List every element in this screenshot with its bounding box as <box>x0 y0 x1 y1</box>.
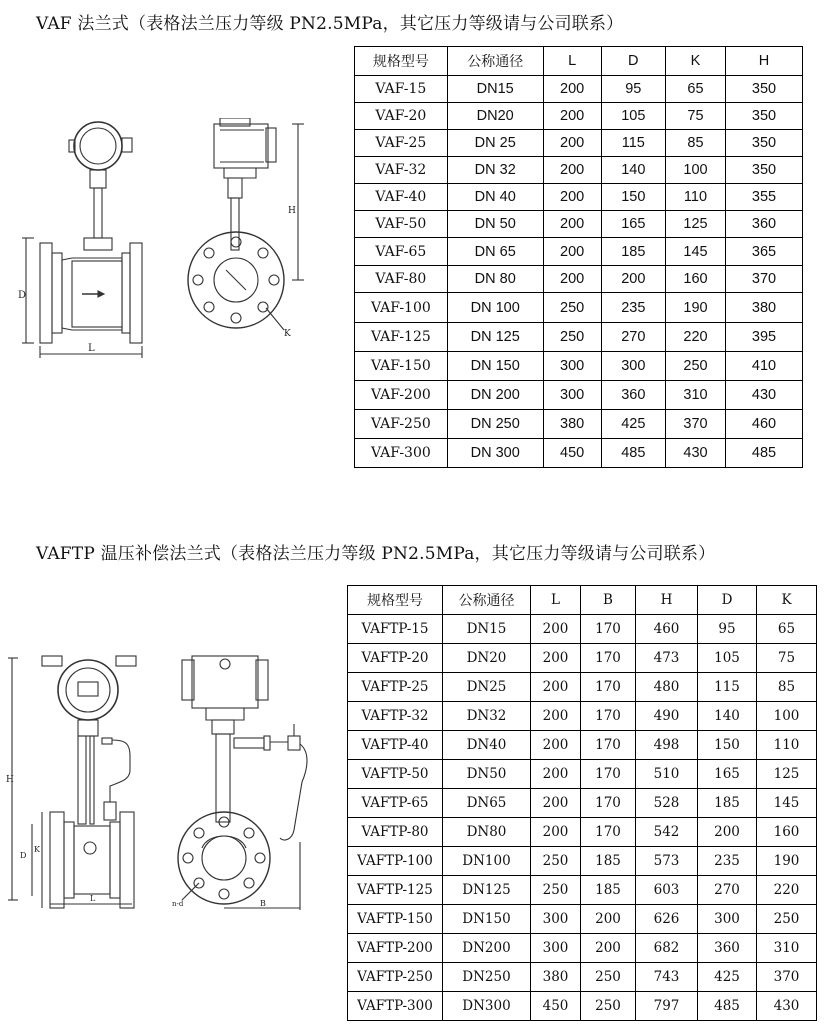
vaf-table-cell: VAF-150 <box>355 352 448 381</box>
vaf-table-cell: 360 <box>601 381 665 410</box>
vaf-table-cell: VAF-250 <box>355 410 448 439</box>
vaftp-table-row <box>348 673 817 702</box>
vaf-table-row <box>355 381 803 410</box>
vaftp-table-cell: 360 <box>698 934 757 963</box>
vaftp-table-cell: 235 <box>698 847 757 876</box>
vaf-table-cell: DN 250 <box>447 410 543 439</box>
vaf-table-cell: DN 200 <box>447 381 543 410</box>
vaf-table-cell: VAF-125 <box>355 323 448 352</box>
vaf-table-cell: 65 <box>665 76 725 103</box>
vaftp-table-cell: 250 <box>581 963 636 992</box>
vaf-table-cell: 250 <box>543 293 601 323</box>
vaftp-table-cell: 473 <box>636 644 698 673</box>
vaf-table-cell: DN 50 <box>447 211 543 238</box>
vaf-table-cell: DN 80 <box>447 266 543 293</box>
vaf-table-cell: 485 <box>601 439 665 468</box>
vaf-table-cell: 200 <box>543 211 601 238</box>
vaf-front-view-drawing <box>18 118 153 368</box>
vaftp-table-cell: 250 <box>581 992 636 1021</box>
vaftp-table-cell: DN125 <box>443 876 531 905</box>
vaftp-table-cell: 190 <box>757 847 817 876</box>
vaftp-table-cell: 498 <box>636 731 698 760</box>
vaftp-header-cell: B <box>581 586 636 615</box>
vaftp-table-cell: 300 <box>698 905 757 934</box>
vaftp-table-cell: 300 <box>531 905 581 934</box>
vaftp-table-cell: 200 <box>531 731 581 760</box>
vaf-table-cell: 165 <box>601 211 665 238</box>
vaftp-table-row <box>348 702 817 731</box>
vaf-table-cell: 235 <box>601 293 665 323</box>
vaftp-table-row <box>348 615 817 644</box>
vaftp-table-cell: 250 <box>531 876 581 905</box>
vaf-table-cell: 200 <box>601 266 665 293</box>
vaftp-table-cell: 100 <box>757 702 817 731</box>
vaftp-table-cell: 542 <box>636 818 698 847</box>
vaftp-table-cell: VAFTP-65 <box>348 789 443 818</box>
vaftp-table-row <box>348 818 817 847</box>
vaftp-header-cell: 规格型号 <box>348 586 443 615</box>
vaf-table-cell: 145 <box>665 238 725 266</box>
vaf-table-cell: VAF-65 <box>355 238 448 266</box>
vaftp-table-cell: 200 <box>531 702 581 731</box>
vaftp-dim-k-label: K <box>34 845 40 854</box>
vaftp-table-row <box>348 789 817 818</box>
vaftp-table-cell: 682 <box>636 934 698 963</box>
vaf-table-cell: DN 300 <box>447 439 543 468</box>
vaftp-table-cell: VAFTP-150 <box>348 905 443 934</box>
vaf-table-cell: DN15 <box>447 76 543 103</box>
vaf-spec-table <box>354 46 803 468</box>
vaftp-table-cell: 105 <box>698 644 757 673</box>
vaf-header-cell: L <box>543 47 601 76</box>
vaftp-table-cell: DN100 <box>443 847 531 876</box>
vaf-table-row <box>355 439 803 468</box>
vaftp-table-cell: 170 <box>581 818 636 847</box>
vaf-table-cell: 200 <box>543 157 601 184</box>
vaftp-table-cell: 200 <box>531 760 581 789</box>
vaf-table-cell: 200 <box>543 266 601 293</box>
vaf-header-cell: 规格型号 <box>355 47 448 76</box>
vaf-dim-k-label: K <box>284 329 291 339</box>
vaf-table-cell: VAF-300 <box>355 439 448 468</box>
vaf-table-row <box>355 352 803 381</box>
vaf-table-row <box>355 130 803 157</box>
vaftp-table-cell: 797 <box>636 992 698 1021</box>
vaf-table-row <box>355 293 803 323</box>
vaf-table-cell: 105 <box>601 103 665 130</box>
vaftp-table-row <box>348 760 817 789</box>
vaf-table-cell: 425 <box>601 410 665 439</box>
vaftp-dim-b-label: B <box>260 899 266 908</box>
vaf-header-cell: H <box>726 47 803 76</box>
vaftp-table-cell: 200 <box>698 818 757 847</box>
vaftp-table-cell: DN40 <box>443 731 531 760</box>
vaf-table-cell: 395 <box>726 323 803 352</box>
vaf-header-cell: D <box>601 47 665 76</box>
vaftp-table-cell: VAFTP-32 <box>348 702 443 731</box>
vaftp-table-cell: DN150 <box>443 905 531 934</box>
vaf-table-cell: VAF-50 <box>355 211 448 238</box>
vaftp-table-cell: 85 <box>757 673 817 702</box>
vaf-table-cell: 350 <box>726 157 803 184</box>
vaftp-header-cell: 公称通径 <box>443 586 531 615</box>
vaf-side-view-drawing <box>180 118 305 343</box>
vaftp-table-cell: DN15 <box>443 615 531 644</box>
vaf-table-cell: DN20 <box>447 103 543 130</box>
vaftp-table-cell: 743 <box>636 963 698 992</box>
vaftp-table-cell: 220 <box>757 876 817 905</box>
vaftp-table-row <box>348 731 817 760</box>
vaftp-table-cell: 125 <box>757 760 817 789</box>
vaftp-table-cell: DN20 <box>443 644 531 673</box>
vaftp-table-cell: DN32 <box>443 702 531 731</box>
vaf-table-cell: 300 <box>543 381 601 410</box>
vaftp-table-cell: 95 <box>698 615 757 644</box>
vaftp-table-cell: 75 <box>757 644 817 673</box>
vaf-table-cell: 85 <box>665 130 725 157</box>
vaftp-table-cell: VAFTP-250 <box>348 963 443 992</box>
vaf-table-cell: 200 <box>543 103 601 130</box>
vaf-table-cell: VAF-200 <box>355 381 448 410</box>
vaftp-table-cell: 110 <box>757 731 817 760</box>
vaftp-table-cell: VAFTP-15 <box>348 615 443 644</box>
vaftp-table-cell: 140 <box>698 702 757 731</box>
vaf-table-cell: VAF-100 <box>355 293 448 323</box>
vaf-table-cell: 300 <box>601 352 665 381</box>
vaf-table-cell: 200 <box>543 238 601 266</box>
vaftp-table-row <box>348 905 817 934</box>
vaftp-table-cell: DN80 <box>443 818 531 847</box>
vaftp-table-cell: 185 <box>581 876 636 905</box>
vaf-table-cell: DN 125 <box>447 323 543 352</box>
vaf-table-cell: 300 <box>543 352 601 381</box>
vaf-dim-h-label: H <box>288 206 296 216</box>
vaftp-header-cell: K <box>757 586 817 615</box>
vaf-table-cell: 160 <box>665 266 725 293</box>
vaf-table-cell: DN 100 <box>447 293 543 323</box>
vaf-table-cell: 200 <box>543 184 601 211</box>
vaftp-table-cell: 603 <box>636 876 698 905</box>
vaftp-table-cell: 65 <box>757 615 817 644</box>
vaftp-table-cell: 185 <box>581 847 636 876</box>
vaftp-table-cell: 165 <box>698 760 757 789</box>
vaftp-table-row <box>348 934 817 963</box>
vaf-table-cell: 310 <box>665 381 725 410</box>
vaftp-table-row <box>348 992 817 1021</box>
vaftp-table-cell: 510 <box>636 760 698 789</box>
vaftp-table-row <box>348 963 817 992</box>
vaf-table-cell: 140 <box>601 157 665 184</box>
vaf-table-cell: 380 <box>543 410 601 439</box>
vaftp-dim-h-label: H <box>6 775 14 785</box>
vaftp-table-cell: 300 <box>531 934 581 963</box>
vaftp-table-cell: 270 <box>698 876 757 905</box>
vaf-table-cell: 350 <box>726 130 803 157</box>
vaf-table-row <box>355 323 803 352</box>
vaf-table-row <box>355 76 803 103</box>
vaftp-table-cell: DN200 <box>443 934 531 963</box>
vaf-table-cell: 450 <box>543 439 601 468</box>
vaf-table-cell: 380 <box>726 293 803 323</box>
vaf-table-cell: 460 <box>726 410 803 439</box>
vaf-table-cell: 185 <box>601 238 665 266</box>
vaftp-table-cell: 425 <box>698 963 757 992</box>
vaf-table-cell: 365 <box>726 238 803 266</box>
vaftp-table-cell: VAFTP-40 <box>348 731 443 760</box>
vaftp-side-view-drawing <box>172 652 322 912</box>
vaftp-table-cell: VAFTP-80 <box>348 818 443 847</box>
vaf-table-cell: 350 <box>726 76 803 103</box>
vaf-dim-l-label: L <box>88 343 95 354</box>
vaf-table-row <box>355 103 803 130</box>
vaftp-table-cell: 250 <box>757 905 817 934</box>
vaftp-dim-l-label: L <box>90 894 96 903</box>
vaf-section-title: VAF 法兰式（表格法兰压力等级 PN2.5MPa，其它压力等级请与公司联系） <box>36 14 624 34</box>
vaf-table-cell: 250 <box>665 352 725 381</box>
vaftp-table-row <box>348 644 817 673</box>
vaftp-table-cell: VAFTP-125 <box>348 876 443 905</box>
vaftp-table-cell: 200 <box>581 934 636 963</box>
vaftp-table-cell: 450 <box>531 992 581 1021</box>
vaftp-table-cell: 490 <box>636 702 698 731</box>
vaftp-table-cell: 573 <box>636 847 698 876</box>
vaftp-table-cell: 200 <box>581 905 636 934</box>
vaftp-table-cell: 200 <box>531 615 581 644</box>
vaftp-table-cell: 460 <box>636 615 698 644</box>
vaf-table-cell: VAF-25 <box>355 130 448 157</box>
vaf-table-cell: 125 <box>665 211 725 238</box>
vaftp-table-cell: 626 <box>636 905 698 934</box>
vaf-table-cell: 100 <box>665 157 725 184</box>
vaf-header-cell: K <box>665 47 725 76</box>
vaftp-table-cell: 485 <box>698 992 757 1021</box>
vaftp-table-cell: 200 <box>531 789 581 818</box>
vaftp-table-cell: 170 <box>581 673 636 702</box>
vaf-table-cell: 110 <box>665 184 725 211</box>
vaf-table-cell: 150 <box>601 184 665 211</box>
vaf-table-cell: 220 <box>665 323 725 352</box>
vaftp-table-cell: 200 <box>531 818 581 847</box>
vaf-table-cell: 75 <box>665 103 725 130</box>
vaf-table-row <box>355 184 803 211</box>
vaftp-front-view-drawing <box>6 652 156 912</box>
vaftp-table-cell: VAFTP-25 <box>348 673 443 702</box>
vaf-table-row <box>355 410 803 439</box>
vaf-table-cell: DN 65 <box>447 238 543 266</box>
vaf-header-cell: 公称通径 <box>447 47 543 76</box>
vaftp-table-cell: 310 <box>757 934 817 963</box>
vaftp-table-cell: DN25 <box>443 673 531 702</box>
vaftp-table-cell: 480 <box>636 673 698 702</box>
vaftp-table-cell: 170 <box>581 644 636 673</box>
vaf-table-cell: 95 <box>601 76 665 103</box>
vaftp-table-cell: DN50 <box>443 760 531 789</box>
vaftp-table-cell: VAFTP-50 <box>348 760 443 789</box>
vaf-table-row <box>355 211 803 238</box>
vaf-table-cell: 370 <box>665 410 725 439</box>
vaftp-table-row <box>348 847 817 876</box>
vaf-table-cell: 200 <box>543 130 601 157</box>
vaf-table-cell: 190 <box>665 293 725 323</box>
vaftp-table-cell: 370 <box>757 963 817 992</box>
vaf-table-row <box>355 266 803 293</box>
vaftp-table-cell: DN300 <box>443 992 531 1021</box>
vaf-table-cell: DN 32 <box>447 157 543 184</box>
vaftp-table-cell: 200 <box>531 673 581 702</box>
vaf-dim-d-label: D <box>18 290 27 301</box>
vaf-table-cell: VAF-40 <box>355 184 448 211</box>
vaftp-header-cell: D <box>698 586 757 615</box>
vaf-header-row <box>355 47 803 76</box>
vaftp-dim-d-label: D <box>20 851 27 860</box>
vaftp-table-cell: 170 <box>581 731 636 760</box>
vaf-table-cell: VAF-32 <box>355 157 448 184</box>
vaf-table-cell: VAF-20 <box>355 103 448 130</box>
vaf-table-row <box>355 157 803 184</box>
vaf-table-cell: 350 <box>726 103 803 130</box>
vaf-table-cell: 115 <box>601 130 665 157</box>
vaftp-table-cell: 170 <box>581 702 636 731</box>
vaf-table-cell: DN 150 <box>447 352 543 381</box>
vaf-table-cell: 250 <box>543 323 601 352</box>
vaftp-table-cell: VAFTP-200 <box>348 934 443 963</box>
vaftp-table-cell: 145 <box>757 789 817 818</box>
vaftp-table-cell: 170 <box>581 760 636 789</box>
vaftp-table-cell: 528 <box>636 789 698 818</box>
vaf-table-cell: 410 <box>726 352 803 381</box>
vaf-table-cell: 370 <box>726 266 803 293</box>
vaf-table-cell: VAF-15 <box>355 76 448 103</box>
vaftp-table-cell: 250 <box>531 847 581 876</box>
vaftp-section-title: VAFTP 温压补偿法兰式（表格法兰压力等级 PN2.5MPa，其它压力等级请与公司联系） <box>36 544 716 564</box>
vaf-table-cell: 270 <box>601 323 665 352</box>
vaftp-dim-nd-label: n-d <box>172 900 184 908</box>
vaftp-table-cell: 115 <box>698 673 757 702</box>
vaftp-table-cell: 380 <box>531 963 581 992</box>
vaftp-table-cell: 170 <box>581 789 636 818</box>
vaftp-table-cell: 185 <box>698 789 757 818</box>
vaftp-table-cell: VAFTP-20 <box>348 644 443 673</box>
vaf-table-cell: VAF-80 <box>355 266 448 293</box>
vaftp-table-cell: DN65 <box>443 789 531 818</box>
vaftp-header-cell: L <box>531 586 581 615</box>
vaftp-header-row <box>348 586 817 615</box>
vaftp-table-cell: VAFTP-300 <box>348 992 443 1021</box>
vaf-table-cell: 360 <box>726 211 803 238</box>
vaftp-spec-table <box>347 585 817 1021</box>
vaftp-table-cell: 170 <box>581 615 636 644</box>
vaftp-table-cell: 430 <box>757 992 817 1021</box>
vaf-table-row <box>355 238 803 266</box>
vaf-table-cell: 200 <box>543 76 601 103</box>
vaf-table-cell: 485 <box>726 439 803 468</box>
vaftp-table-cell: DN250 <box>443 963 531 992</box>
vaf-table-cell: 430 <box>665 439 725 468</box>
vaf-table-cell: 430 <box>726 381 803 410</box>
vaftp-header-cell: H <box>636 586 698 615</box>
vaftp-table-cell: 160 <box>757 818 817 847</box>
vaftp-table-cell: 150 <box>698 731 757 760</box>
vaftp-table-cell: 200 <box>531 644 581 673</box>
vaftp-table-cell: VAFTP-100 <box>348 847 443 876</box>
vaf-table-cell: DN 40 <box>447 184 543 211</box>
vaf-table-cell: 355 <box>726 184 803 211</box>
vaftp-table-row <box>348 876 817 905</box>
vaf-table-cell: DN 25 <box>447 130 543 157</box>
